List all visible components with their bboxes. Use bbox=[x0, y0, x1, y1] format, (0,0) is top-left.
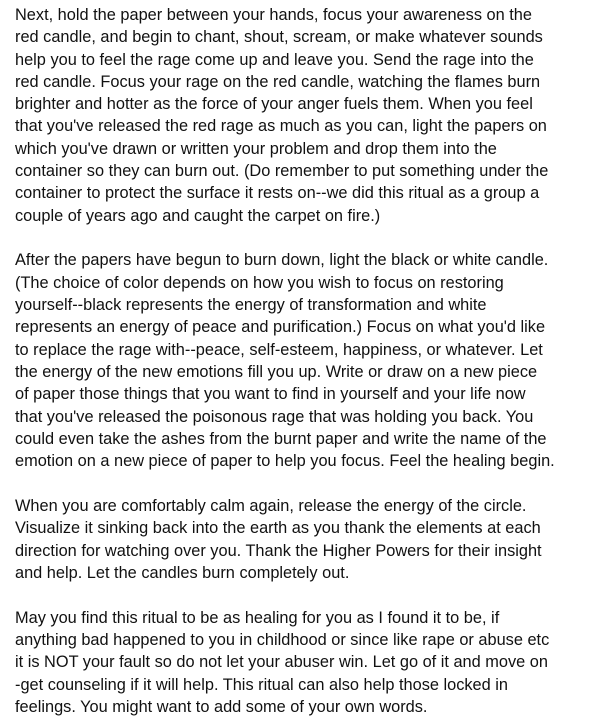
text-line: -get counseling if it will help. This ritual can also help those locked in bbox=[15, 675, 509, 694]
text-line: brighter and hotter as the force of your anger fuels them. When you feel bbox=[15, 95, 533, 114]
text-line: that you've released the poisonous rage that was holding you back. You bbox=[15, 407, 534, 426]
text-line: Next, hold the paper between your hands, focus your awareness on the bbox=[15, 6, 532, 24]
text-line: After the papers have begun to burn down, light the black or white candle. bbox=[15, 251, 549, 270]
text-line: which you've drawn or written your problem and drop them into the bbox=[15, 139, 497, 158]
text-line: it is NOT your fault so do not let your abuser win. Let go of it and move on bbox=[15, 653, 548, 672]
text-line: (The choice of color depends on how you wish to focus on restoring bbox=[15, 273, 504, 292]
text-line: anything bad happened to you in childhood or since like rape or abuse etc bbox=[15, 630, 550, 649]
text-line: container to protect the surface it rests on--we did this ritual as a group a bbox=[15, 184, 540, 203]
text-line: container so they can burn out. (Do remember to put something under the bbox=[15, 162, 549, 181]
text-line: that you've released the red rage as much as you can, light the papers on bbox=[15, 117, 547, 136]
text-line: red candle, and begin to chant, shout, scream, or make whatever sounds bbox=[15, 28, 543, 47]
text-line: yourself--black represents the energy of transformation and white bbox=[15, 296, 487, 315]
text-line: emotion on a new piece of paper to help you focus. Feel the healing begin. bbox=[15, 452, 555, 471]
paragraph-closing-note bbox=[15, 607, 596, 718]
text-line: Visualize it sinking back into the earth as you thank the elements at each bbox=[15, 519, 541, 538]
paragraph-healing-candle bbox=[15, 249, 596, 472]
text-line: direction for watching over you. Thank the Higher Powers for their insight bbox=[15, 541, 542, 560]
text-line: red candle. Focus your rage on the red candle, watching the flames burn bbox=[15, 72, 541, 91]
text-line: the energy of the new emotions fill you up. Write or draw on a new piece bbox=[15, 362, 538, 381]
text-line: feelings. You might want to add some of your own words. bbox=[15, 697, 428, 716]
text-line: When you are comfortably calm again, release the energy of the circle. bbox=[15, 496, 527, 515]
text-line: and help. Let the candles burn completely out. bbox=[15, 563, 350, 582]
paragraph-ritual-rage bbox=[15, 4, 596, 227]
text-line: help you to feel the rage come up and leave you. Send the rage into the bbox=[15, 50, 534, 69]
text-line: of paper those things that you want to find in yourself and your life now bbox=[15, 385, 526, 404]
text-line: May you find this ritual to be as healing for you as I found it to be, if bbox=[15, 608, 500, 627]
paragraph-release-circle bbox=[15, 495, 596, 584]
text-line: couple of years ago and caught the carpet on fire.) bbox=[15, 206, 381, 225]
text-line: could even take the ashes from the burnt paper and write the name of the bbox=[15, 429, 547, 448]
text-line: represents an energy of peace and purification.) Focus on what you'd like bbox=[15, 318, 546, 337]
text-line: to replace the rage with--peace, self-esteem, happiness, or whatever. Let bbox=[15, 340, 543, 359]
